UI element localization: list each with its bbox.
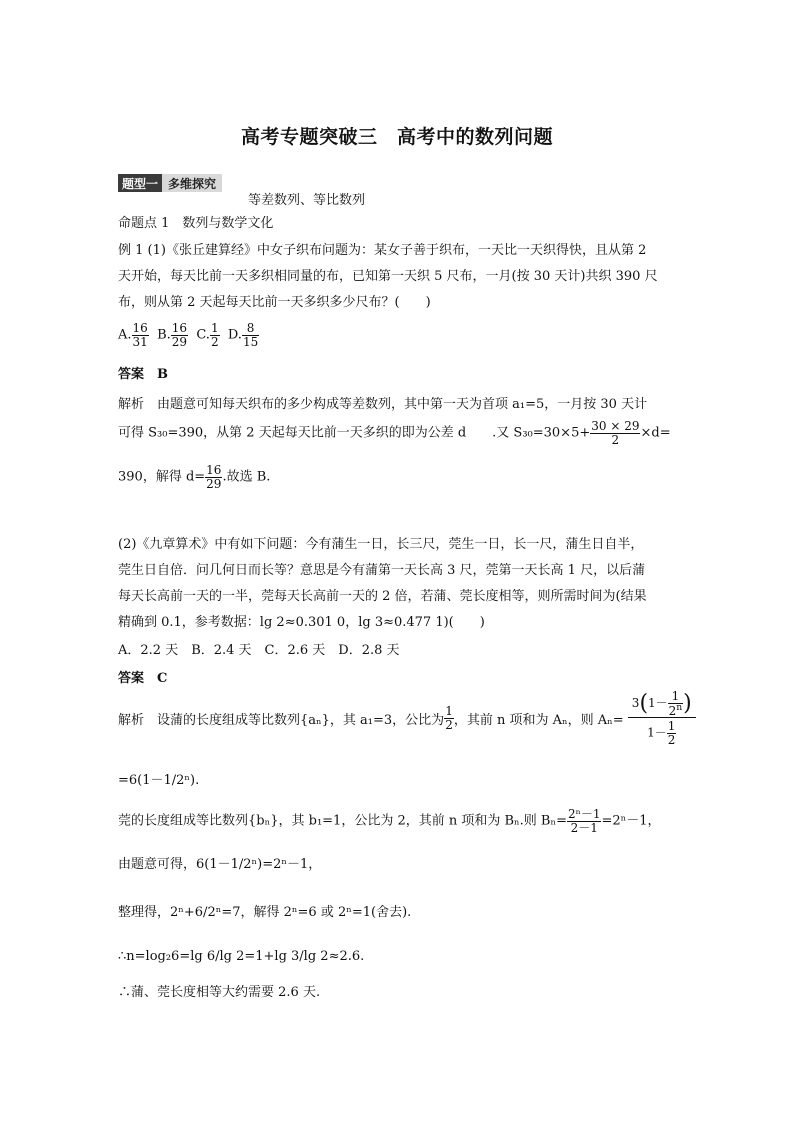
ex2-line-4: 精确到 0.1，参考数据：lg 2≈0.301 0，lg 3≈0.477 1)( ) — [118, 615, 485, 630]
ex2-solution-5: 整理得，2ⁿ+6/2ⁿ=7，解得 2ⁿ=6 或 2ⁿ=1(舍去). — [118, 905, 412, 920]
ex2-solution-1: 解析 设蒲的长度组成等比数列{aₙ}，其 a₁=3，公比为 $\frac{1}{2}$ ，其前 n 项和为 Aₙ，则 Aₙ= 3(1－ $\frac{1}{2^n}$ ) 1－ $\frac{1}{2}$ — [118, 690, 696, 746]
ex1-answer: 答案 B — [118, 367, 168, 382]
ex1-line-1: 例 1 (1)《张丘建算经》中女子织布问题为：某女子善于织布，一天比一天织得快，且从第 2 — [118, 243, 647, 258]
ex2-line-1: (2)《九章算术》中有如下问题：今有蒲生一日，长三尺，莞生一日，长一尺，蒲生日自半， — [118, 537, 644, 552]
page-title: 高考专题突破三 高考中的数列问题 — [240, 126, 553, 148]
ex1-solution-3: 390，解得 d= $\frac{16}{29}$ .故选 B. — [118, 463, 271, 491]
an-frac: 3(1－ $\frac{1}{2^n}$ ) 1－ $\frac{1}{2}$ — [628, 690, 696, 746]
section-heading: 等差数列、等比数列 — [248, 193, 366, 208]
badge-text: 多维探究 — [162, 174, 222, 192]
point-heading: 命题点 1 数列与数学文化 — [118, 216, 274, 231]
bn-frac: $\frac{\text{2ⁿ－1}}{2-1}$ — [568, 807, 601, 835]
ex1-line-2: 天开始，每天比前一天多织相同量的布，已知第一天织 5 尺布，一月(按 30 天计)共织 390 尺 — [118, 269, 658, 284]
ex2-line-2: 莞生日自倍．问几何日而长等？意思是今有蒲第一天长高 3 尺，莞第一天长高 1 尺，以后蒲 — [118, 563, 646, 578]
sol2-frac: $\frac{30 \times 29}{2}$ — [591, 419, 640, 447]
ex1-solution-1: 解析 由题意可知每天织布的多少构成等差数列，其中第一天为首项 a₁=5，一月按 30 天计 — [118, 397, 648, 412]
half-frac: $\frac{1}{2}$ — [445, 704, 453, 732]
ex2-line-3: 每天长高前一天的一半，莞每天长高前一天的 2 倍，若蒲、莞长度相等，则所需时间为(结果 — [118, 589, 647, 604]
ex2-options: A．2.2 天 B．2.4 天 C．2.6 天 D．2.8 天 — [118, 643, 400, 658]
ex1-options: A. $\frac{16}{31}$ B. $\frac{16}{29}$ C. $\frac{1}{2}$ D. $\frac{8}{15}$ — [118, 321, 259, 349]
ex2-solution-2: =6(1－1/2ⁿ). — [118, 773, 200, 788]
ex2-solution-3: 莞的长度组成等比数列{bₙ}，其 b₁=1，公比为 2，其前 n 项和为 Bₙ.则 Bₙ= $\frac{\text{2ⁿ－1}}{2-1}$ =2ⁿ－1， — [118, 807, 661, 835]
topic-badge — [118, 174, 222, 192]
sol3-frac: $\frac{16}{29}$ — [206, 463, 222, 491]
opt-c-frac: $\frac{1}{2}$ — [210, 321, 219, 349]
opt-d-frac: $\frac{8}{15}$ — [242, 321, 259, 349]
opt-a-frac: $\frac{16}{31}$ — [132, 321, 148, 349]
badge-label: 题型一 — [118, 174, 162, 192]
ex2-solution-4: 由题意可得，6(1－1/2ⁿ)=2ⁿ－1， — [118, 857, 322, 872]
ex2-solution-6: ∴n=log₂6=lg 6/lg 2=1+lg 3/lg 2≈2.6. — [118, 949, 365, 964]
ex2-answer: 答案 C — [118, 671, 168, 686]
opt-b-frac: $\frac{16}{29}$ — [171, 321, 188, 349]
ex1-line-3: 布，则从第 2 天起每天比前一天多织多少尺布？( ) — [118, 295, 431, 310]
ex2-solution-7: ∴蒲、莞长度相等大约需要 2.6 天. — [118, 985, 321, 1000]
ex1-solution-2: 可得 S₃₀=390，从第 2 天起每天比前一天多织的即为公差 d .又 S₃₀=30×5+ $\frac{30 \times 29}{2}$ ×d= — [118, 419, 671, 447]
